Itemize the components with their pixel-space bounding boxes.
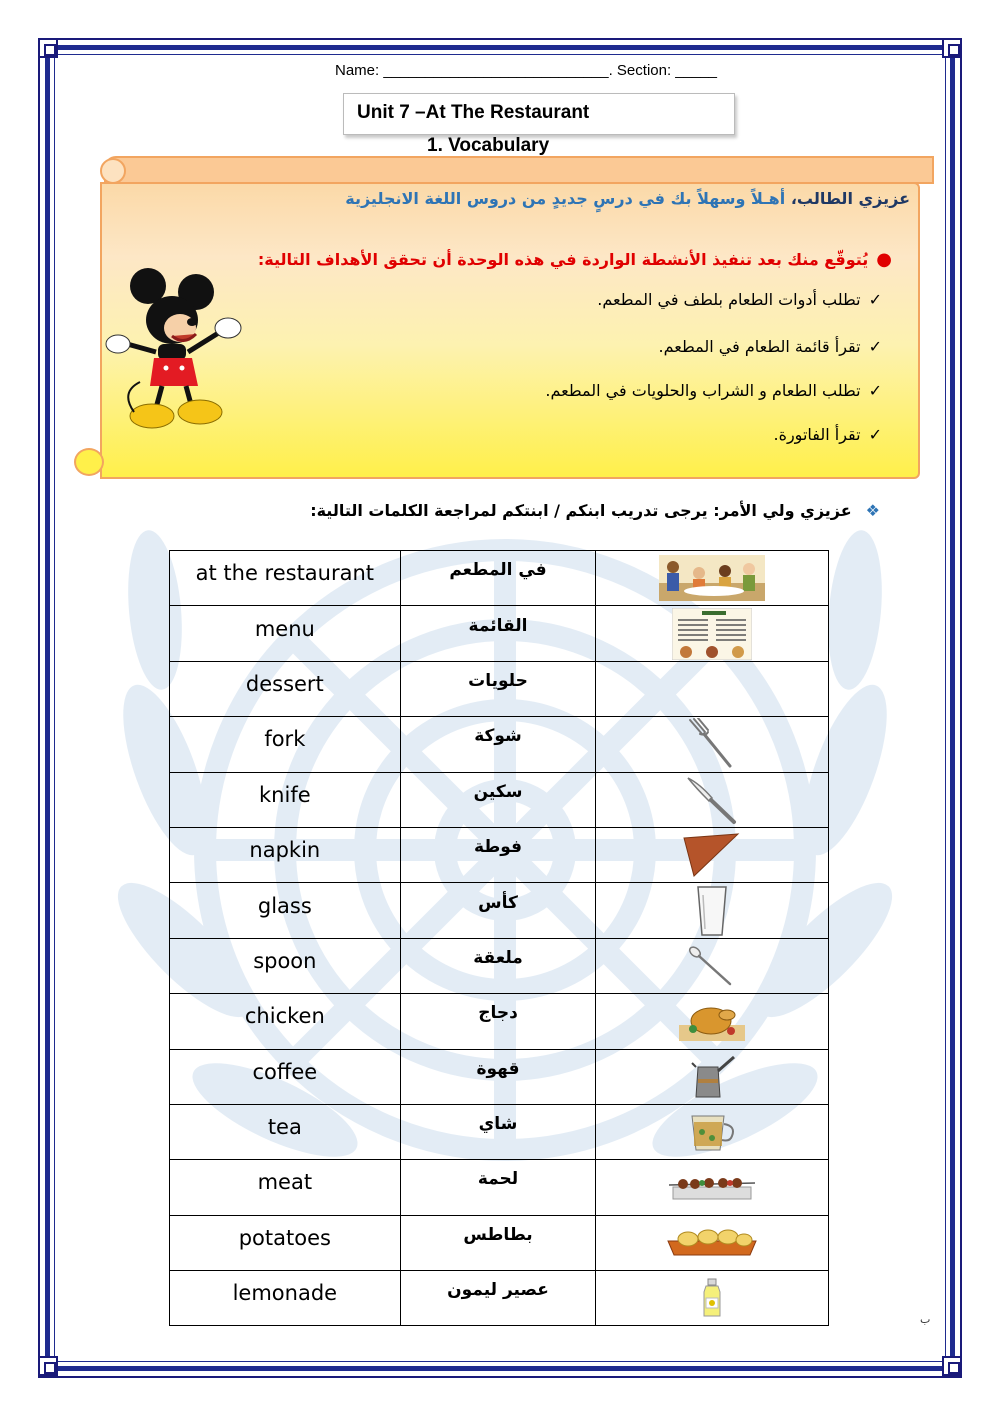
english-word: napkin: [170, 827, 401, 882]
english-word: at the restaurant: [170, 551, 401, 606]
table-row: [170, 661, 829, 716]
table-row: [170, 1215, 829, 1270]
arabic-word: شوكة: [400, 717, 596, 772]
parent-note-text: عزيزي ولي الأمر: يرجى تدريب ابنكم / ابنتكم لمراجعة الكلمات التالية:: [310, 501, 852, 520]
knife-icon: [682, 774, 742, 826]
vocabulary-table: [169, 550, 829, 1326]
arabic-word: قهوة: [400, 1049, 596, 1104]
picture-cell: [596, 827, 829, 882]
lemonade-bottle-icon: [700, 1278, 724, 1318]
bullet-icon: ●: [876, 249, 892, 270]
table-row: [170, 1049, 829, 1104]
english-word: knife: [170, 772, 401, 827]
goal-text: تطلب أدوات الطعام بلطف في المطعم.: [597, 290, 861, 309]
arabic-word: لحمة: [400, 1160, 596, 1215]
kebab-icon: [669, 1171, 755, 1203]
table-row: [170, 717, 829, 772]
corner-ornament: [942, 1356, 962, 1376]
goals-heading-text: يُتوقّع منك بعد تنفيذ الأنشطة الواردة في هذه الوحدة أن تحقق الأهداف التالية:: [257, 250, 869, 269]
coffee-pot-icon: [688, 1053, 736, 1101]
checkmark-icon: ✓: [868, 425, 882, 444]
greeting-text: أهـلاً وسهلاً بك في درسٍ جديدٍ من دروس اللغة الانجليزية: [345, 189, 791, 208]
goal-text: تقرأ قائمة الطعام في المطعم.: [658, 337, 861, 356]
arabic-word: عصير ليمون: [400, 1271, 596, 1326]
arabic-word: كأس: [400, 883, 596, 938]
picture-cell: [596, 938, 829, 993]
goal-item: [773, 425, 882, 444]
napkin-icon: [682, 832, 742, 878]
arabic-word: حلويات: [400, 661, 596, 716]
corner-ornament: [38, 1356, 58, 1376]
arabic-word: ملعقة: [400, 938, 596, 993]
table-row: [170, 606, 829, 661]
english-word: fork: [170, 717, 401, 772]
arabic-word: سكين: [400, 772, 596, 827]
english-word: lemonade: [170, 1271, 401, 1326]
parent-note: [310, 501, 880, 520]
table-row: [170, 883, 829, 938]
arabic-word: فوطة: [400, 827, 596, 882]
arabic-word: في المطعم: [400, 551, 596, 606]
roast-chicken-icon: [679, 999, 745, 1043]
arabic-word: شاي: [400, 1104, 596, 1159]
goal-item: [659, 337, 882, 356]
fork-icon: [682, 718, 742, 770]
english-word: dessert: [170, 661, 401, 716]
unit-title: Unit 7 –At The Restaurant: [343, 93, 735, 135]
english-word: glass: [170, 883, 401, 938]
table-row: [170, 938, 829, 993]
scroll-curl-icon: [74, 448, 104, 476]
english-word: spoon: [170, 938, 401, 993]
goal-item: [545, 381, 882, 400]
table-row: [170, 994, 829, 1049]
goal-text: تقرأ الفاتورة.: [773, 425, 861, 444]
picture-cell: [596, 1104, 829, 1159]
scroll-curl-icon: [100, 158, 126, 184]
corner-ornament: [942, 38, 962, 58]
arabic-word: دجاج: [400, 994, 596, 1049]
arabic-word: بطاطس: [400, 1215, 596, 1270]
picture-cell: [596, 883, 829, 938]
spoon-icon: [686, 944, 738, 988]
restaurant-scene-icon: [659, 555, 765, 601]
table-row: [170, 1104, 829, 1159]
english-word: coffee: [170, 1049, 401, 1104]
goal-item: [597, 290, 882, 309]
english-word: potatoes: [170, 1215, 401, 1270]
picture-cell: [596, 1049, 829, 1104]
picture-cell: [596, 717, 829, 772]
picture-cell: [596, 994, 829, 1049]
picture-cell: [596, 772, 829, 827]
picture-cell: [596, 1215, 829, 1270]
tea-cup-icon: [686, 1110, 738, 1154]
picture-cell: [596, 1271, 829, 1326]
english-word: menu: [170, 606, 401, 661]
table-row: [170, 772, 829, 827]
english-word: meat: [170, 1160, 401, 1215]
greeting: [345, 189, 910, 208]
english-word: chicken: [170, 994, 401, 1049]
potatoes-dish-icon: [666, 1225, 758, 1261]
table-row: [170, 827, 829, 882]
scroll-top-roll: [104, 156, 934, 184]
picture-cell: [596, 606, 829, 661]
english-word: tea: [170, 1104, 401, 1159]
page-number: ب: [920, 1313, 931, 1326]
greeting-bold: عزيزي الطالب،: [790, 189, 910, 208]
goal-text: تطلب الطعام و الشراب والحلويات في المطعم.: [545, 381, 861, 400]
picture-cell: [596, 551, 829, 606]
table-row: [170, 1160, 829, 1215]
section-title: 1. Vocabulary: [427, 135, 550, 156]
checkmark-icon: ✓: [868, 337, 882, 356]
arabic-word: القائمة: [400, 606, 596, 661]
four-diamond-bullet-icon: ❖: [865, 501, 880, 520]
table-row: [170, 1271, 829, 1326]
corner-ornament: [38, 38, 58, 58]
table-row: [170, 551, 829, 606]
picture-cell: [596, 661, 829, 716]
glass-icon: [694, 885, 730, 937]
menu-card-icon: [672, 608, 752, 660]
picture-cell: [596, 1160, 829, 1215]
checkmark-icon: ✓: [868, 290, 882, 309]
checkmark-icon: ✓: [868, 381, 882, 400]
cartoon-mouse-icon: [100, 262, 260, 437]
goals-heading: [258, 249, 892, 270]
name-section-line: Name: ___________________________. Section: _____: [335, 62, 718, 79]
